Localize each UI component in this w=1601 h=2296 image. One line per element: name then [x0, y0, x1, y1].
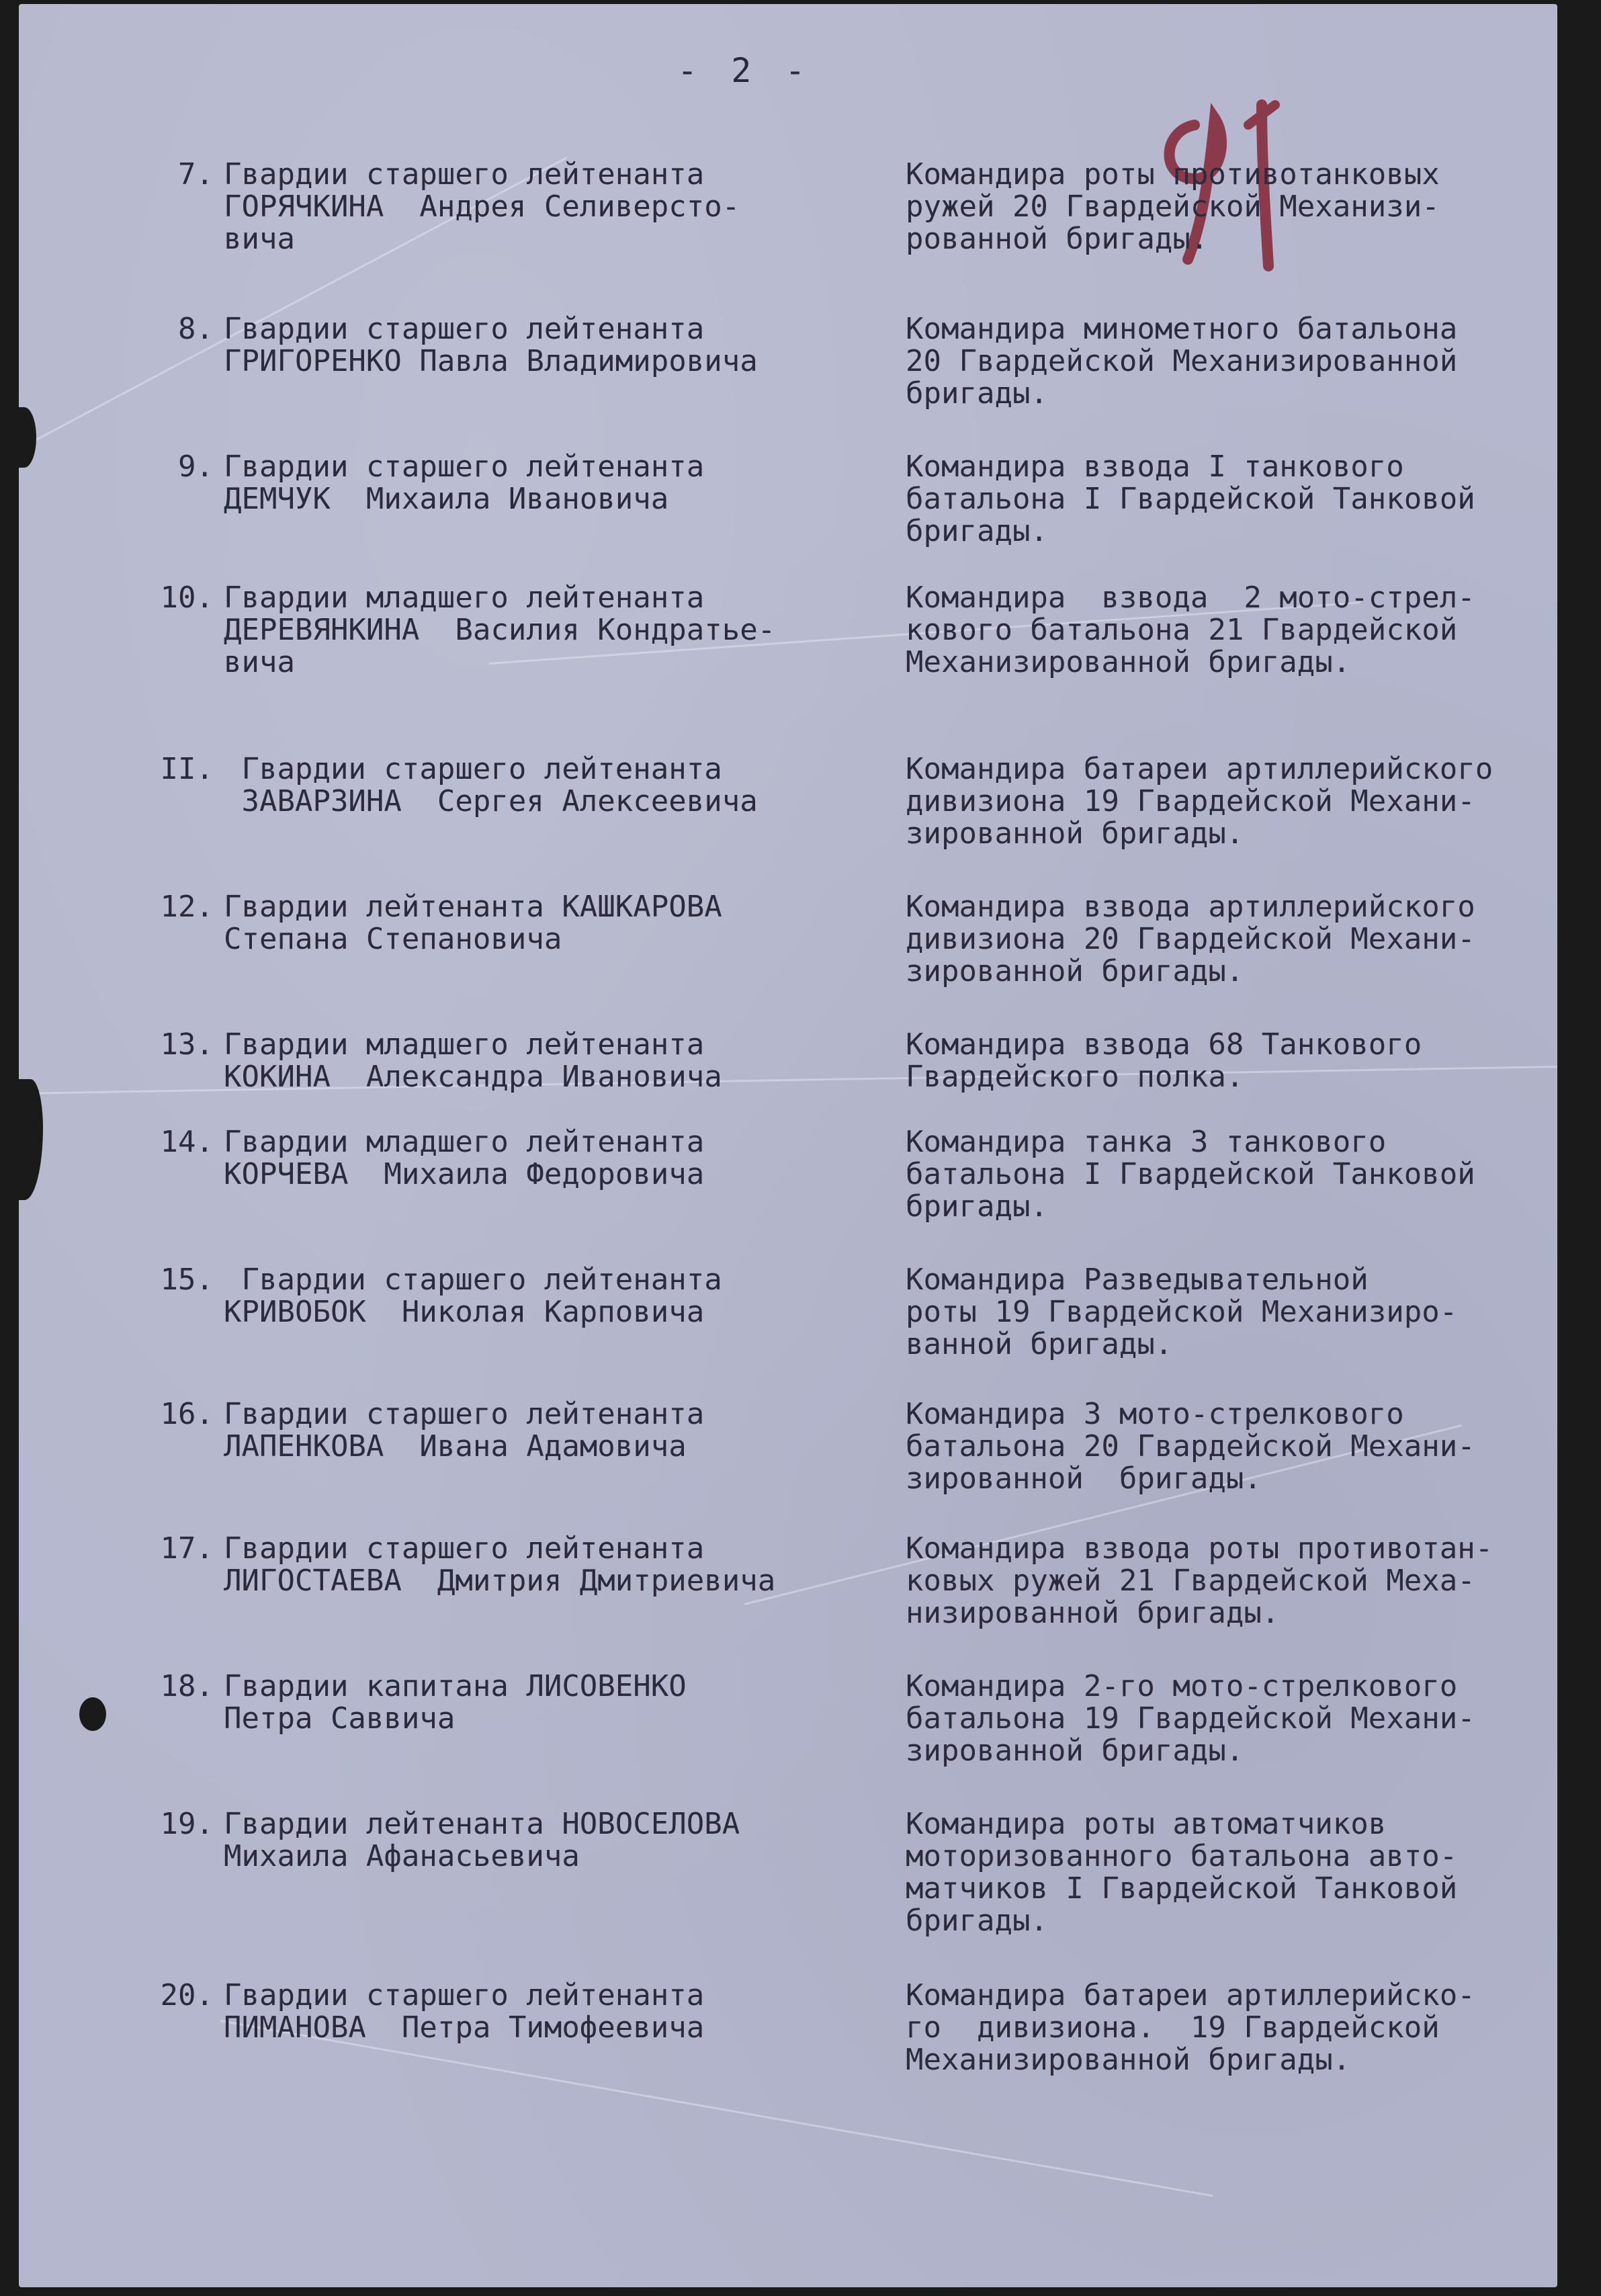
entry-number: 15.	[160, 1263, 214, 1297]
position-line: низированной бригады.	[906, 1596, 1280, 1630]
position-description	[906, 313, 1557, 410]
position-line: Командира 3 мото-стрелкового	[906, 1397, 1404, 1431]
entry-number: 13.	[160, 1027, 214, 1062]
person-name	[224, 582, 896, 679]
entry-number: 19.	[160, 1807, 214, 1841]
position-line: дивизиона 20 Гвардейской Механи-	[906, 922, 1475, 956]
position-line: Механизированной бригады.	[906, 645, 1351, 679]
position-line: Командира роты автоматчиков	[906, 1807, 1387, 1841]
entry-number: 17.	[160, 1531, 214, 1566]
entry-number: 20.	[160, 1978, 214, 2012]
position-line: зированной бригады.	[906, 954, 1244, 988]
position-description	[906, 451, 1557, 548]
person-name	[224, 1126, 896, 1191]
position-line: Гвардейского полка.	[906, 1060, 1244, 1094]
person-name	[224, 891, 896, 955]
position-description	[906, 891, 1557, 988]
name-line: ГОРЯЧКИНА Андрея Селиверсто-	[224, 189, 740, 224]
position-line: Командира батареи артиллерийско-	[906, 1978, 1475, 2012]
entry-number: II.	[160, 752, 214, 786]
name-line: ЗАВАРЗИНА Сергея Алексеевича	[224, 784, 758, 818]
position-line: Командира роты противотанковых	[906, 157, 1440, 192]
name-line: КРИВОБОК Николая Карповича	[224, 1295, 705, 1329]
position-line: бригады.	[906, 1904, 1048, 1938]
entry-number: 10.	[160, 581, 214, 615]
name-line: Гвардии старшего лейтенанта	[224, 157, 705, 192]
name-line: Гвардии младшего лейтенанта	[224, 581, 705, 615]
name-line: Михаила Афанасьевича	[224, 1839, 580, 1873]
position-line: моторизованного батальона авто-	[906, 1839, 1458, 1873]
name-line: ПИМАНОВА Петра Тимофеевича	[224, 2010, 705, 2045]
document-sheet	[19, 4, 1557, 2287]
name-line: КОРЧЕВА Михаила Федоровича	[224, 1157, 705, 1191]
position-line: дивизиона 19 Гвардейской Механи-	[906, 784, 1475, 818]
position-description	[906, 1808, 1557, 1937]
position-line: бригады.	[906, 376, 1048, 411]
person-name	[224, 753, 896, 818]
person-name	[224, 451, 896, 515]
name-line: ДЕРЕВЯНКИНА Василия Кондратье-	[224, 613, 776, 647]
position-line: Командира 2-го мото-стрелкового	[906, 1669, 1458, 1703]
position-line: зированной бригады.	[906, 1461, 1262, 1496]
name-line: Гвардии старшего лейтенанта	[224, 752, 722, 786]
name-line: Гвардии лейтенанта НОВОСЕЛОВА	[224, 1807, 740, 1841]
position-description	[906, 1533, 1557, 1629]
person-name	[224, 1533, 896, 1597]
position-line: Командира Разведывательной	[906, 1263, 1369, 1297]
name-line: Гвардии старшего лейтенанта	[224, 1263, 722, 1297]
person-name	[224, 1398, 896, 1463]
name-line: ГРИГОРЕНКО Павла Владимировича	[224, 344, 758, 378]
name-line: ЛИГОСТАЕВА Дмитрия Дмитриевича	[224, 1564, 776, 1598]
position-line: 20 Гвардейской Механизированной	[906, 344, 1458, 378]
position-line: батальона I Гвардейской Танковой	[906, 482, 1475, 516]
name-line: Гвардии старшего лейтенанта	[224, 1978, 705, 2012]
name-line: КОКИНА Александра Ивановича	[224, 1060, 722, 1094]
person-name	[224, 1264, 896, 1328]
name-line: ДЕМЧУК Михаила Ивановича	[224, 482, 669, 516]
name-line: Гвардии капитана ЛИСОВЕНКО	[224, 1669, 687, 1703]
entry-number: 9.	[178, 450, 214, 484]
person-name	[224, 1808, 896, 1873]
position-line: Командира взвода 68 Танкового	[906, 1027, 1422, 1062]
position-line: ванной бригады.	[906, 1327, 1173, 1361]
position-line: го дивизиона. 19 Гвардейской	[906, 2010, 1440, 2045]
entry-number: 18.	[160, 1669, 214, 1703]
position-line: кового батальона 21 Гвардейской	[906, 613, 1458, 647]
position-line: ружей 20 Гвардейской Механизи-	[906, 189, 1440, 224]
position-line: Командира взвода артиллерийского	[906, 890, 1475, 924]
position-line: ковых ружей 21 Гвардейской Меха-	[906, 1564, 1475, 1598]
name-line: Петра Саввича	[224, 1701, 456, 1736]
position-description	[906, 1980, 1557, 2076]
position-line: батальона 20 Гвардейской Механи-	[906, 1429, 1475, 1463]
entry-number: 12.	[160, 890, 214, 924]
position-description	[906, 1264, 1557, 1361]
position-line: батальона I Гвардейской Танковой	[906, 1157, 1475, 1191]
entry-number: 8.	[178, 312, 214, 346]
position-description	[906, 159, 1557, 255]
page-number: - 2 -	[677, 51, 812, 90]
name-line: Гвардии младшего лейтенанта	[224, 1027, 705, 1062]
position-line: рованной бригады.	[906, 222, 1209, 256]
name-line: Гвардии старшего лейтенанта	[224, 312, 705, 346]
name-line: Степана Степановича	[224, 922, 562, 956]
name-line: Гвардии лейтенанта КАШКАРОВА	[224, 890, 722, 924]
position-line: Командира взвода 2 мото-стрел-	[906, 581, 1475, 615]
position-description	[906, 582, 1557, 679]
name-line: вича	[224, 222, 295, 256]
entry-number: 14.	[160, 1125, 214, 1159]
position-line: бригады.	[906, 514, 1048, 548]
person-name	[224, 1670, 896, 1735]
position-description	[906, 1398, 1557, 1495]
position-description	[906, 753, 1557, 850]
name-line: ЛАПЕНКОВА Ивана Адамовича	[224, 1429, 687, 1463]
position-line: Командира взвода роты противотан-	[906, 1531, 1494, 1566]
position-line: Командира взвода I танкового	[906, 450, 1404, 484]
position-line: роты 19 Гвардейской Механизиро-	[906, 1295, 1458, 1329]
name-line: Гвардии старшего лейтенанта	[224, 450, 705, 484]
person-name	[224, 1029, 896, 1093]
entry-number: 16.	[160, 1397, 214, 1431]
name-line: вича	[224, 645, 295, 679]
position-line: батальона 19 Гвардейской Механи-	[906, 1701, 1475, 1736]
position-line: Командира танка 3 танкового	[906, 1125, 1387, 1159]
position-description	[906, 1670, 1557, 1767]
position-description	[906, 1029, 1557, 1093]
person-name	[224, 1980, 896, 2044]
name-line: Гвардии старшего лейтенанта	[224, 1531, 705, 1566]
position-line: бригады.	[906, 1189, 1048, 1224]
position-line: матчиков I Гвардейской Танковой	[906, 1871, 1458, 1906]
position-line: Командира минометного батальона	[906, 312, 1458, 346]
position-line: зированной бригады.	[906, 1734, 1244, 1768]
position-line: Механизированной бригады.	[906, 2043, 1351, 2077]
name-line: Гвардии старшего лейтенанта	[224, 1397, 705, 1431]
name-line: Гвардии младшего лейтенанта	[224, 1125, 705, 1159]
person-name	[224, 159, 896, 255]
entry-number: 7.	[178, 157, 214, 192]
position-line: Командира батареи артиллерийского	[906, 752, 1494, 786]
position-line: зированной бригады.	[906, 816, 1244, 851]
position-description	[906, 1126, 1557, 1223]
person-name	[224, 313, 896, 378]
